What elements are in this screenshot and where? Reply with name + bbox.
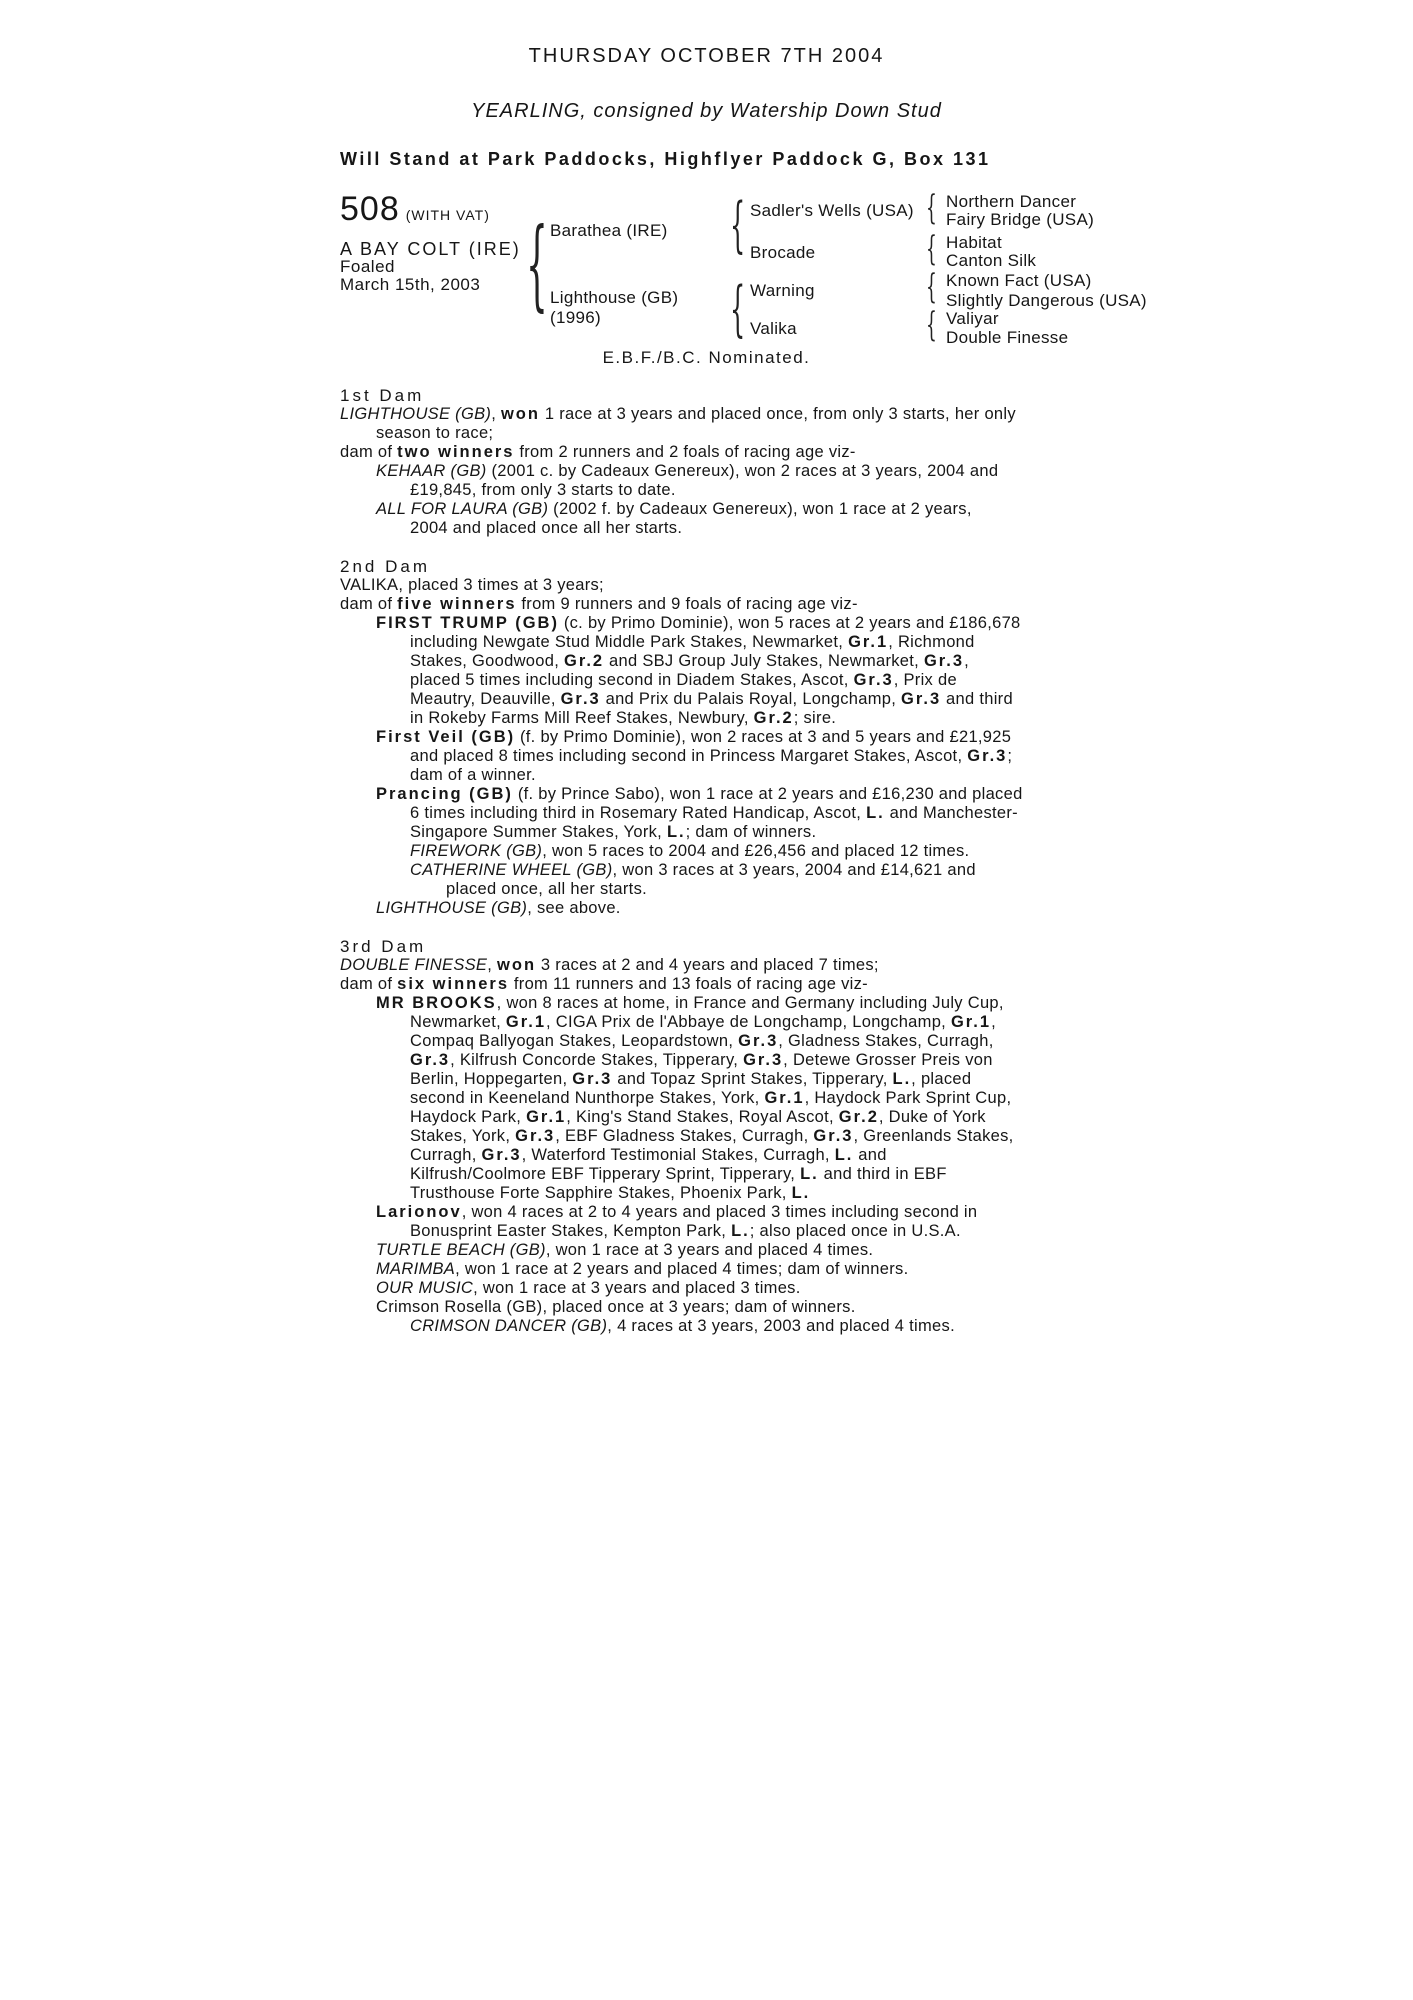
third-dam-line xyxy=(410,1070,971,1089)
text-bold: L. xyxy=(800,1165,819,1183)
text: , Duke of York xyxy=(878,1108,986,1126)
text-bold: Gr.3 xyxy=(901,690,942,708)
text: Berlin, Hoppegarten, xyxy=(410,1070,568,1088)
text: Singapore Summer Stakes, York, xyxy=(410,823,663,841)
first-dam-line xyxy=(376,500,972,519)
text: , won 8 races at home, in France and Germany including July Cup, xyxy=(496,994,1004,1012)
text: , King's Stand Stakes, Royal Ascot, xyxy=(566,1108,834,1126)
text-bold: Gr.2 xyxy=(838,1108,879,1126)
second-dam-line xyxy=(410,842,969,861)
text: from 9 runners and 9 foals of racing age viz- xyxy=(521,595,858,613)
text: , won 1 race at 3 years and placed 3 times. xyxy=(473,1279,801,1297)
text: Meautry, Deauville, xyxy=(410,690,556,708)
text: (2002 f. by Cadeaux Genereux), won 1 race at 2 years, xyxy=(553,500,972,518)
third-dam-line xyxy=(376,994,1004,1013)
text-bold: Gr.2 xyxy=(753,709,794,727)
text-bold: Gr.1 xyxy=(950,1013,992,1031)
text-bold: Gr.1 xyxy=(526,1108,567,1126)
text: Curragh, xyxy=(410,1146,477,1164)
text-bold: Gr.3 xyxy=(738,1032,779,1050)
text: , Gladness Stakes, Curragh, xyxy=(778,1032,994,1050)
horse-name: TURTLE BEACH (GB) xyxy=(376,1241,546,1259)
text: , Kilfrush Concorde Stakes, Tipperary, xyxy=(450,1051,739,1069)
second-dam-line xyxy=(410,861,976,880)
second-dam-line xyxy=(376,785,1023,804)
text: , Richmond xyxy=(888,633,975,651)
third-dam-line xyxy=(376,1241,873,1260)
pedigree-brace-g1: { xyxy=(926,188,937,228)
text: and Prix du Palais Royal, Longchamp, xyxy=(605,690,897,708)
text: , won 1 race at 3 years and placed 4 times. xyxy=(545,1241,874,1259)
second-dam-heading: 2nd Dam xyxy=(340,557,430,576)
consignment-line: YEARLING, consigned by Watership Down Stud xyxy=(471,100,942,122)
text: , Waterford Testimonial Stakes, Curragh, xyxy=(521,1146,830,1164)
text: , xyxy=(991,1013,996,1031)
horse-name: MR BROOKS xyxy=(376,994,497,1012)
text-bold: Gr.1 xyxy=(505,1013,547,1031)
second-dam-line xyxy=(410,671,957,690)
lot-description xyxy=(340,240,521,294)
pedigree-dam-sire: Warning xyxy=(750,281,815,300)
text: , placed xyxy=(911,1070,972,1088)
text: 1 race at 3 years and placed once, from only 3 starts, her only xyxy=(544,405,1016,423)
horse-name: KEHAAR (GB) xyxy=(376,462,487,480)
second-dam-line: VALIKA, placed 3 times at 3 years; xyxy=(340,576,604,594)
horse-name: First Veil (GB) xyxy=(376,728,516,746)
text: and Manchester- xyxy=(889,804,1018,822)
text-bold: L. xyxy=(666,823,686,841)
vat-note: (WITH VAT) xyxy=(405,207,490,223)
horse-name: Prancing (GB) xyxy=(376,785,513,803)
text: , Greenlands Stakes, xyxy=(853,1127,1014,1145)
third-dam-heading: 3rd Dam xyxy=(340,937,427,956)
text: , Detewe Grosser Preis von xyxy=(783,1051,993,1069)
second-dam-line xyxy=(410,823,816,842)
second-dam-line: dam of a winner. xyxy=(410,766,536,784)
pedigree-sire: Barathea (IRE) xyxy=(550,221,668,240)
second-dam-line xyxy=(410,652,969,671)
text: (2001 c. by Cadeaux Genereux), won 2 races at 3 years, 2004 and xyxy=(491,462,999,480)
second-dam-line xyxy=(340,595,858,614)
text-bold: Gr.3 xyxy=(967,747,1008,765)
horse-description: A BAY COLT (IRE) xyxy=(340,239,521,259)
pedigree-brace-g3: { xyxy=(926,267,937,307)
text-bold: won xyxy=(500,405,540,423)
text: second in Keeneland Nunthorpe Stakes, York, xyxy=(410,1089,760,1107)
text: and third xyxy=(946,690,1013,708)
third-dam-line xyxy=(376,1279,801,1298)
pedigree-dam: Lighthouse (GB) xyxy=(550,288,679,307)
pedigree-g4: Canton Silk xyxy=(946,251,1037,270)
text: (c. by Primo Dominie), won 5 races at 2 years and £186,678 xyxy=(563,614,1021,632)
text: , EBF Gladness Stakes, Curragh, xyxy=(555,1127,809,1145)
third-dam-line xyxy=(410,1222,961,1241)
text: in Rokeby Farms Mill Reef Stakes, Newbury, xyxy=(410,709,749,727)
text: and third in EBF xyxy=(823,1165,947,1183)
text: Newmarket, xyxy=(410,1013,502,1031)
text: from 2 runners and 2 foals of racing age viz- xyxy=(519,443,856,461)
text: dam of xyxy=(340,595,393,613)
text-bold: won xyxy=(497,956,537,974)
text: , xyxy=(487,956,493,974)
text: , won 4 races at 2 to 4 years and placed 3 times including second in xyxy=(461,1203,978,1221)
text-bold: L. xyxy=(791,1184,811,1202)
second-dam-line xyxy=(376,728,1011,747)
foaled-date: March 15th, 2003 xyxy=(340,275,481,294)
first-dam-line xyxy=(340,405,1016,424)
text-bold: Gr.3 xyxy=(853,671,894,689)
text-bold: Gr.3 xyxy=(813,1127,854,1145)
text: 3 races at 2 and 4 years and placed 7 times; xyxy=(540,956,879,974)
first-dam-line: season to race; xyxy=(376,424,494,442)
pedigree-g1: Northern Dancer xyxy=(946,192,1077,211)
text: 6 times including third in Rosemary Rated Handicap, Ascot, xyxy=(410,804,862,822)
text-bold: six winners xyxy=(397,975,510,993)
first-dam-heading: 1st Dam xyxy=(340,386,425,405)
second-dam-line xyxy=(376,899,621,918)
pedigree-g2: Fairy Bridge (USA) xyxy=(946,210,1095,229)
second-dam-line xyxy=(410,709,836,728)
text-bold: L. xyxy=(731,1222,750,1240)
pedigree-dam-year: (1996) xyxy=(550,308,601,327)
text: and SBJ Group July Stakes, Newmarket, xyxy=(609,652,920,670)
text: Haydock Park, xyxy=(410,1108,522,1126)
third-dam-line: Crimson Rosella (GB), placed once at 3 years; dam of winners. xyxy=(376,1298,856,1316)
pedigree-brace-g4: { xyxy=(926,305,937,345)
text: ; xyxy=(1007,747,1013,765)
third-dam-line xyxy=(340,956,879,975)
horse-name: OUR MUSIC xyxy=(376,1279,474,1297)
sale-date: THURSDAY OCTOBER 7TH 2004 xyxy=(528,45,885,67)
pedigree-dam-dam: Valika xyxy=(750,319,797,338)
horse-name: MARIMBA xyxy=(376,1260,456,1278)
text: ; dam of winners. xyxy=(685,823,817,841)
third-dam-line xyxy=(410,1317,955,1336)
first-dam-line: £19,845, from only 3 starts to date. xyxy=(410,481,676,499)
text: placed 5 times including second in Diadem Stakes, Ascot, xyxy=(410,671,849,689)
text: , Prix de xyxy=(893,671,957,689)
text: Stakes, Goodwood, xyxy=(410,652,560,670)
text-bold: Gr.3 xyxy=(515,1127,556,1145)
horse-name: DOUBLE FINESSE xyxy=(340,956,488,974)
text: , xyxy=(491,405,497,423)
second-dam-line xyxy=(410,690,1013,709)
text-bold: L. xyxy=(892,1070,912,1088)
pedigree-brace-dam: { xyxy=(730,274,746,344)
horse-name: CRIMSON DANCER (GB) xyxy=(410,1317,608,1335)
text: and xyxy=(858,1146,887,1164)
first-dam-line xyxy=(376,462,998,481)
text: Stakes, York, xyxy=(410,1127,511,1145)
text: Trusthouse Forte Sapphire Stakes, Phoenix Park, xyxy=(410,1184,787,1202)
text: , xyxy=(964,652,969,670)
third-dam-line xyxy=(376,1260,908,1279)
text-bold: L. xyxy=(866,804,885,822)
text: and Topaz Sprint Stakes, Tipperary, xyxy=(617,1070,888,1088)
first-dam-line: 2004 and placed once all her starts. xyxy=(410,519,683,537)
text-bold: Gr.3 xyxy=(481,1146,522,1164)
text-bold: L. xyxy=(834,1146,854,1164)
second-dam-line xyxy=(410,804,1018,823)
text: , won 3 races at 3 years, 2004 and £14,621 and xyxy=(612,861,976,879)
pedigree-g7: Valiyar xyxy=(946,309,999,328)
text: Kilfrush/Coolmore EBF Tipperary Sprint, Tipperary, xyxy=(410,1165,796,1183)
horse-name: LIGHTHOUSE (GB) xyxy=(376,899,528,917)
third-dam-line xyxy=(410,1089,1011,1108)
pedigree-brace-g2: { xyxy=(926,229,937,269)
third-dam-line xyxy=(410,1013,996,1032)
third-dam-line xyxy=(410,1051,993,1070)
text-bold: Gr.3 xyxy=(410,1051,451,1069)
pedigree-brace-main: { xyxy=(526,208,548,322)
text-bold: five winners xyxy=(397,595,517,613)
text: (f. by Primo Dominie), won 2 races at 3 and 5 years and £21,925 xyxy=(520,728,1012,746)
text: , won 1 race at 2 years and placed 4 times; dam of winners. xyxy=(455,1260,909,1278)
text: , won 5 races to 2004 and £26,456 and placed 12 times. xyxy=(542,842,970,860)
text: and placed 8 times including second in Princess Margaret Stakes, Ascot, xyxy=(410,747,963,765)
pedigree-g8: Double Finesse xyxy=(946,328,1069,347)
pedigree-g5: Known Fact (USA) xyxy=(946,271,1092,290)
pedigree-sire-dam: Brocade xyxy=(750,243,816,262)
text: ; sire. xyxy=(793,709,837,727)
third-dam-line xyxy=(410,1184,810,1203)
text-bold: Gr.3 xyxy=(560,690,601,708)
pedigree-g3: Habitat xyxy=(946,233,1002,252)
text: dam of xyxy=(340,975,393,993)
pedigree-g6: Slightly Dangerous (USA) xyxy=(946,291,1147,310)
foaled-label: Foaled xyxy=(340,257,395,276)
nomination-note: E.B.F./B.C. Nominated. xyxy=(602,348,811,367)
horse-name: FIREWORK (GB) xyxy=(410,842,543,860)
text-bold: Gr.3 xyxy=(743,1051,784,1069)
horse-name: ALL FOR LAURA (GB) xyxy=(376,500,549,518)
stand-location: Will Stand at Park Paddocks, Highflyer Paddock G, Box 131 xyxy=(340,149,991,169)
horse-name: CATHERINE WHEEL (GB) xyxy=(410,861,613,879)
horse-name: Larionov xyxy=(376,1203,462,1221)
text-bold: Gr.3 xyxy=(923,652,965,670)
text-bold: Gr.2 xyxy=(564,652,605,670)
text: including Newgate Stud Middle Park Stakes, Newmarket, xyxy=(410,633,844,651)
text: Bonusprint Easter Stakes, Kempton Park, xyxy=(410,1222,727,1240)
third-dam-line xyxy=(410,1127,1014,1146)
third-dam-line xyxy=(410,1032,994,1051)
second-dam-line: placed once, all her starts. xyxy=(446,880,648,898)
third-dam-line xyxy=(410,1146,887,1165)
third-dam-line xyxy=(340,975,868,994)
text-bold: Gr.3 xyxy=(572,1070,613,1088)
text: dam of xyxy=(340,443,393,461)
text-bold: Gr.1 xyxy=(848,633,889,651)
horse-name: LIGHTHOUSE (GB) xyxy=(340,405,492,423)
text: from 11 runners and 13 foals of racing age viz- xyxy=(513,975,868,993)
second-dam-line xyxy=(410,633,975,652)
horse-name: FIRST TRUMP (GB) xyxy=(376,614,559,632)
second-dam-line xyxy=(376,614,1021,633)
lot-number-value: 508 xyxy=(340,190,400,228)
text-bold: Gr.1 xyxy=(764,1089,805,1107)
text: , Haydock Park Sprint Cup, xyxy=(804,1089,1012,1107)
third-dam-line xyxy=(410,1108,986,1127)
first-dam-line xyxy=(340,443,856,462)
third-dam-line xyxy=(410,1165,947,1184)
pedigree-sire-sire: Sadler's Wells (USA) xyxy=(750,201,914,220)
text: (f. by Prince Sabo), won 1 race at 2 years and £16,230 and placed xyxy=(517,785,1023,803)
text: ; also placed once in U.S.A. xyxy=(749,1222,961,1240)
text: , 4 races at 3 years, 2003 and placed 4 times. xyxy=(607,1317,955,1335)
text: , CIGA Prix de l'Abbaye de Longchamp, Longchamp, xyxy=(546,1013,947,1031)
third-dam-line xyxy=(376,1203,977,1222)
second-dam-line xyxy=(410,747,1012,766)
lot-number xyxy=(340,190,490,229)
text: , see above. xyxy=(527,899,621,917)
text: Compaq Ballyogan Stakes, Leopardstown, xyxy=(410,1032,734,1050)
pedigree-brace-sire: { xyxy=(730,190,746,260)
text-bold: two winners xyxy=(397,443,515,461)
